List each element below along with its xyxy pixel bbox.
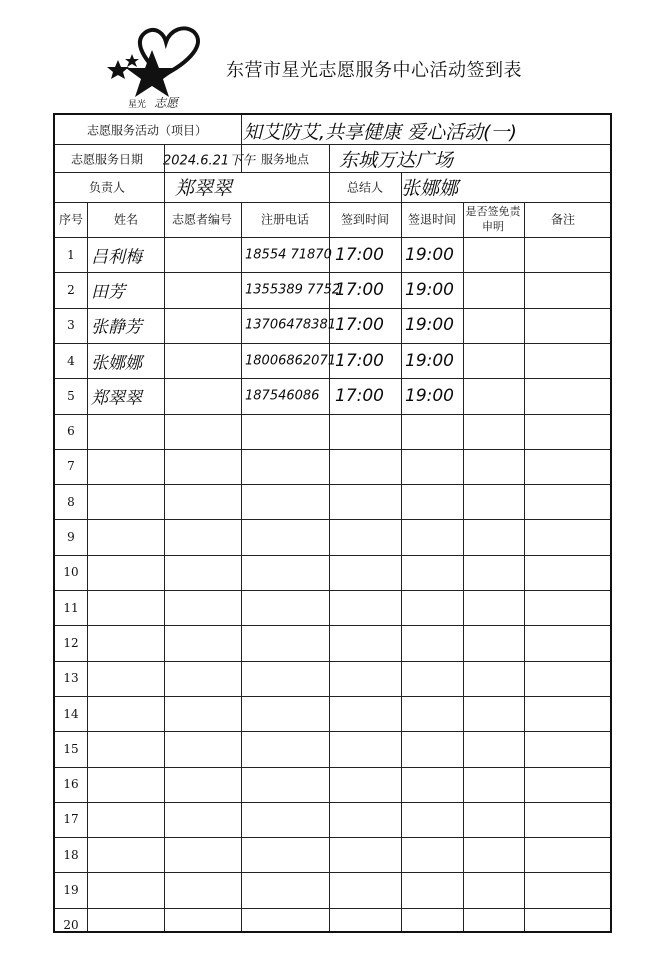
col-header-no: 序号: [58, 212, 84, 227]
row-number: 1: [67, 247, 75, 262]
date-value: 2024.6.21下午: [163, 153, 256, 169]
sign-in-sheet: [53, 113, 612, 933]
sign-in-time: 17:00: [335, 315, 384, 336]
volunteer-phone: 18554 71870: [245, 247, 332, 263]
col-header-name: 姓名: [113, 212, 139, 227]
row-divider: [55, 144, 610, 145]
col-header-sign-out: 签退时间: [407, 212, 457, 227]
row-divider: [55, 519, 610, 520]
row-number: 17: [63, 812, 79, 827]
row-divider: [55, 802, 610, 803]
row-divider: [55, 449, 610, 450]
volunteer-phone: 18006862071: [245, 353, 336, 369]
sign-in-time: 17:00: [335, 244, 384, 265]
sign-out-time: 19:00: [405, 315, 454, 336]
row-divider: [55, 590, 610, 591]
volunteer-name: 张娜娜: [91, 353, 142, 374]
col-header-disclaimer: 是否签免责申明: [465, 205, 521, 233]
row-number: 8: [67, 494, 75, 509]
place-label: 服务地点: [260, 152, 310, 167]
column-divider: [401, 202, 402, 931]
row-number: 18: [63, 847, 79, 862]
place-value: 东城万达广场: [339, 149, 454, 172]
row-divider: [55, 625, 610, 626]
summary-label: 总结人: [346, 180, 384, 195]
row-divider: [55, 908, 610, 909]
volunteer-name: 郑翠翠: [91, 388, 142, 409]
col-header-remarks: 备注: [550, 212, 576, 227]
sign-in-time: 17:00: [335, 385, 384, 406]
sign-out-time: 19:00: [405, 350, 454, 371]
column-divider: [241, 144, 242, 172]
row-divider: [55, 767, 610, 768]
volunteer-name: 吕利梅: [91, 247, 142, 268]
star-volunteer-logo: [104, 16, 210, 110]
volunteer-name: 田芳: [91, 282, 125, 303]
column-divider: [524, 202, 525, 931]
row-number: 9: [67, 530, 75, 545]
row-divider: [55, 731, 610, 732]
column-divider: [164, 144, 165, 202]
row-number: 12: [63, 635, 79, 650]
row-divider: [55, 308, 610, 309]
activity-value: 知艾防艾,共享健康 爱心活动(一): [243, 121, 517, 144]
row-number: 4: [67, 353, 75, 368]
leader-label: 负责人: [88, 180, 126, 195]
column-divider: [463, 202, 464, 931]
column-divider: [87, 202, 88, 931]
column-divider: [241, 115, 242, 144]
column-divider: [241, 202, 242, 931]
row-number: 13: [63, 671, 79, 686]
leader-value: 郑翠翠: [175, 177, 233, 200]
row-divider: [55, 484, 610, 485]
sign-out-time: 19:00: [405, 279, 454, 300]
sign-in-time: 17:00: [335, 350, 384, 371]
row-divider: [55, 555, 610, 556]
row-divider: [55, 378, 610, 379]
row-divider: [55, 202, 610, 203]
row-number: 2: [67, 282, 75, 297]
row-number: 10: [63, 565, 79, 580]
row-divider: [55, 696, 610, 697]
sign-out-time: 19:00: [405, 244, 454, 265]
col-header-sign-in: 签到时间: [340, 212, 390, 227]
col-header-volunteer-id: 志愿者编号: [171, 212, 233, 227]
summary-value: 张娜娜: [401, 177, 459, 200]
svg-text:星光: 星光: [128, 100, 147, 110]
row-divider: [55, 837, 610, 838]
column-divider: [329, 202, 330, 931]
row-number: 20: [63, 918, 79, 933]
row-number: 5: [67, 388, 75, 403]
volunteer-phone: 13706478381: [245, 317, 336, 333]
row-number: 19: [63, 883, 79, 898]
col-header-phone: 注册电话: [260, 212, 310, 227]
row-divider: [55, 414, 610, 415]
row-divider: [55, 343, 610, 344]
column-divider: [401, 172, 402, 202]
row-number: 3: [67, 318, 75, 333]
row-divider: [55, 172, 610, 173]
row-number: 16: [63, 777, 79, 792]
column-divider: [164, 202, 165, 931]
row-number: 6: [67, 424, 75, 439]
sign-out-time: 19:00: [405, 385, 454, 406]
volunteer-name: 张静芳: [91, 317, 142, 338]
row-divider: [55, 272, 610, 273]
page-title: 东营市星光志愿服务中心活动签到表: [226, 60, 522, 81]
volunteer-phone: 187546086: [245, 388, 320, 404]
row-number: 11: [63, 600, 79, 615]
sign-in-time: 17:00: [335, 279, 384, 300]
svg-text:志愿: 志愿: [154, 96, 179, 110]
row-number: 14: [63, 706, 79, 721]
activity-label: 志愿服务活动（项目）: [86, 123, 208, 138]
row-divider: [55, 237, 610, 238]
column-divider: [329, 144, 330, 202]
row-number: 7: [67, 459, 75, 474]
row-divider: [55, 872, 610, 873]
volunteer-phone: 1355389 7752: [245, 282, 341, 298]
row-divider: [55, 661, 610, 662]
row-number: 15: [63, 741, 79, 756]
date-label: 志愿服务日期: [70, 152, 144, 167]
